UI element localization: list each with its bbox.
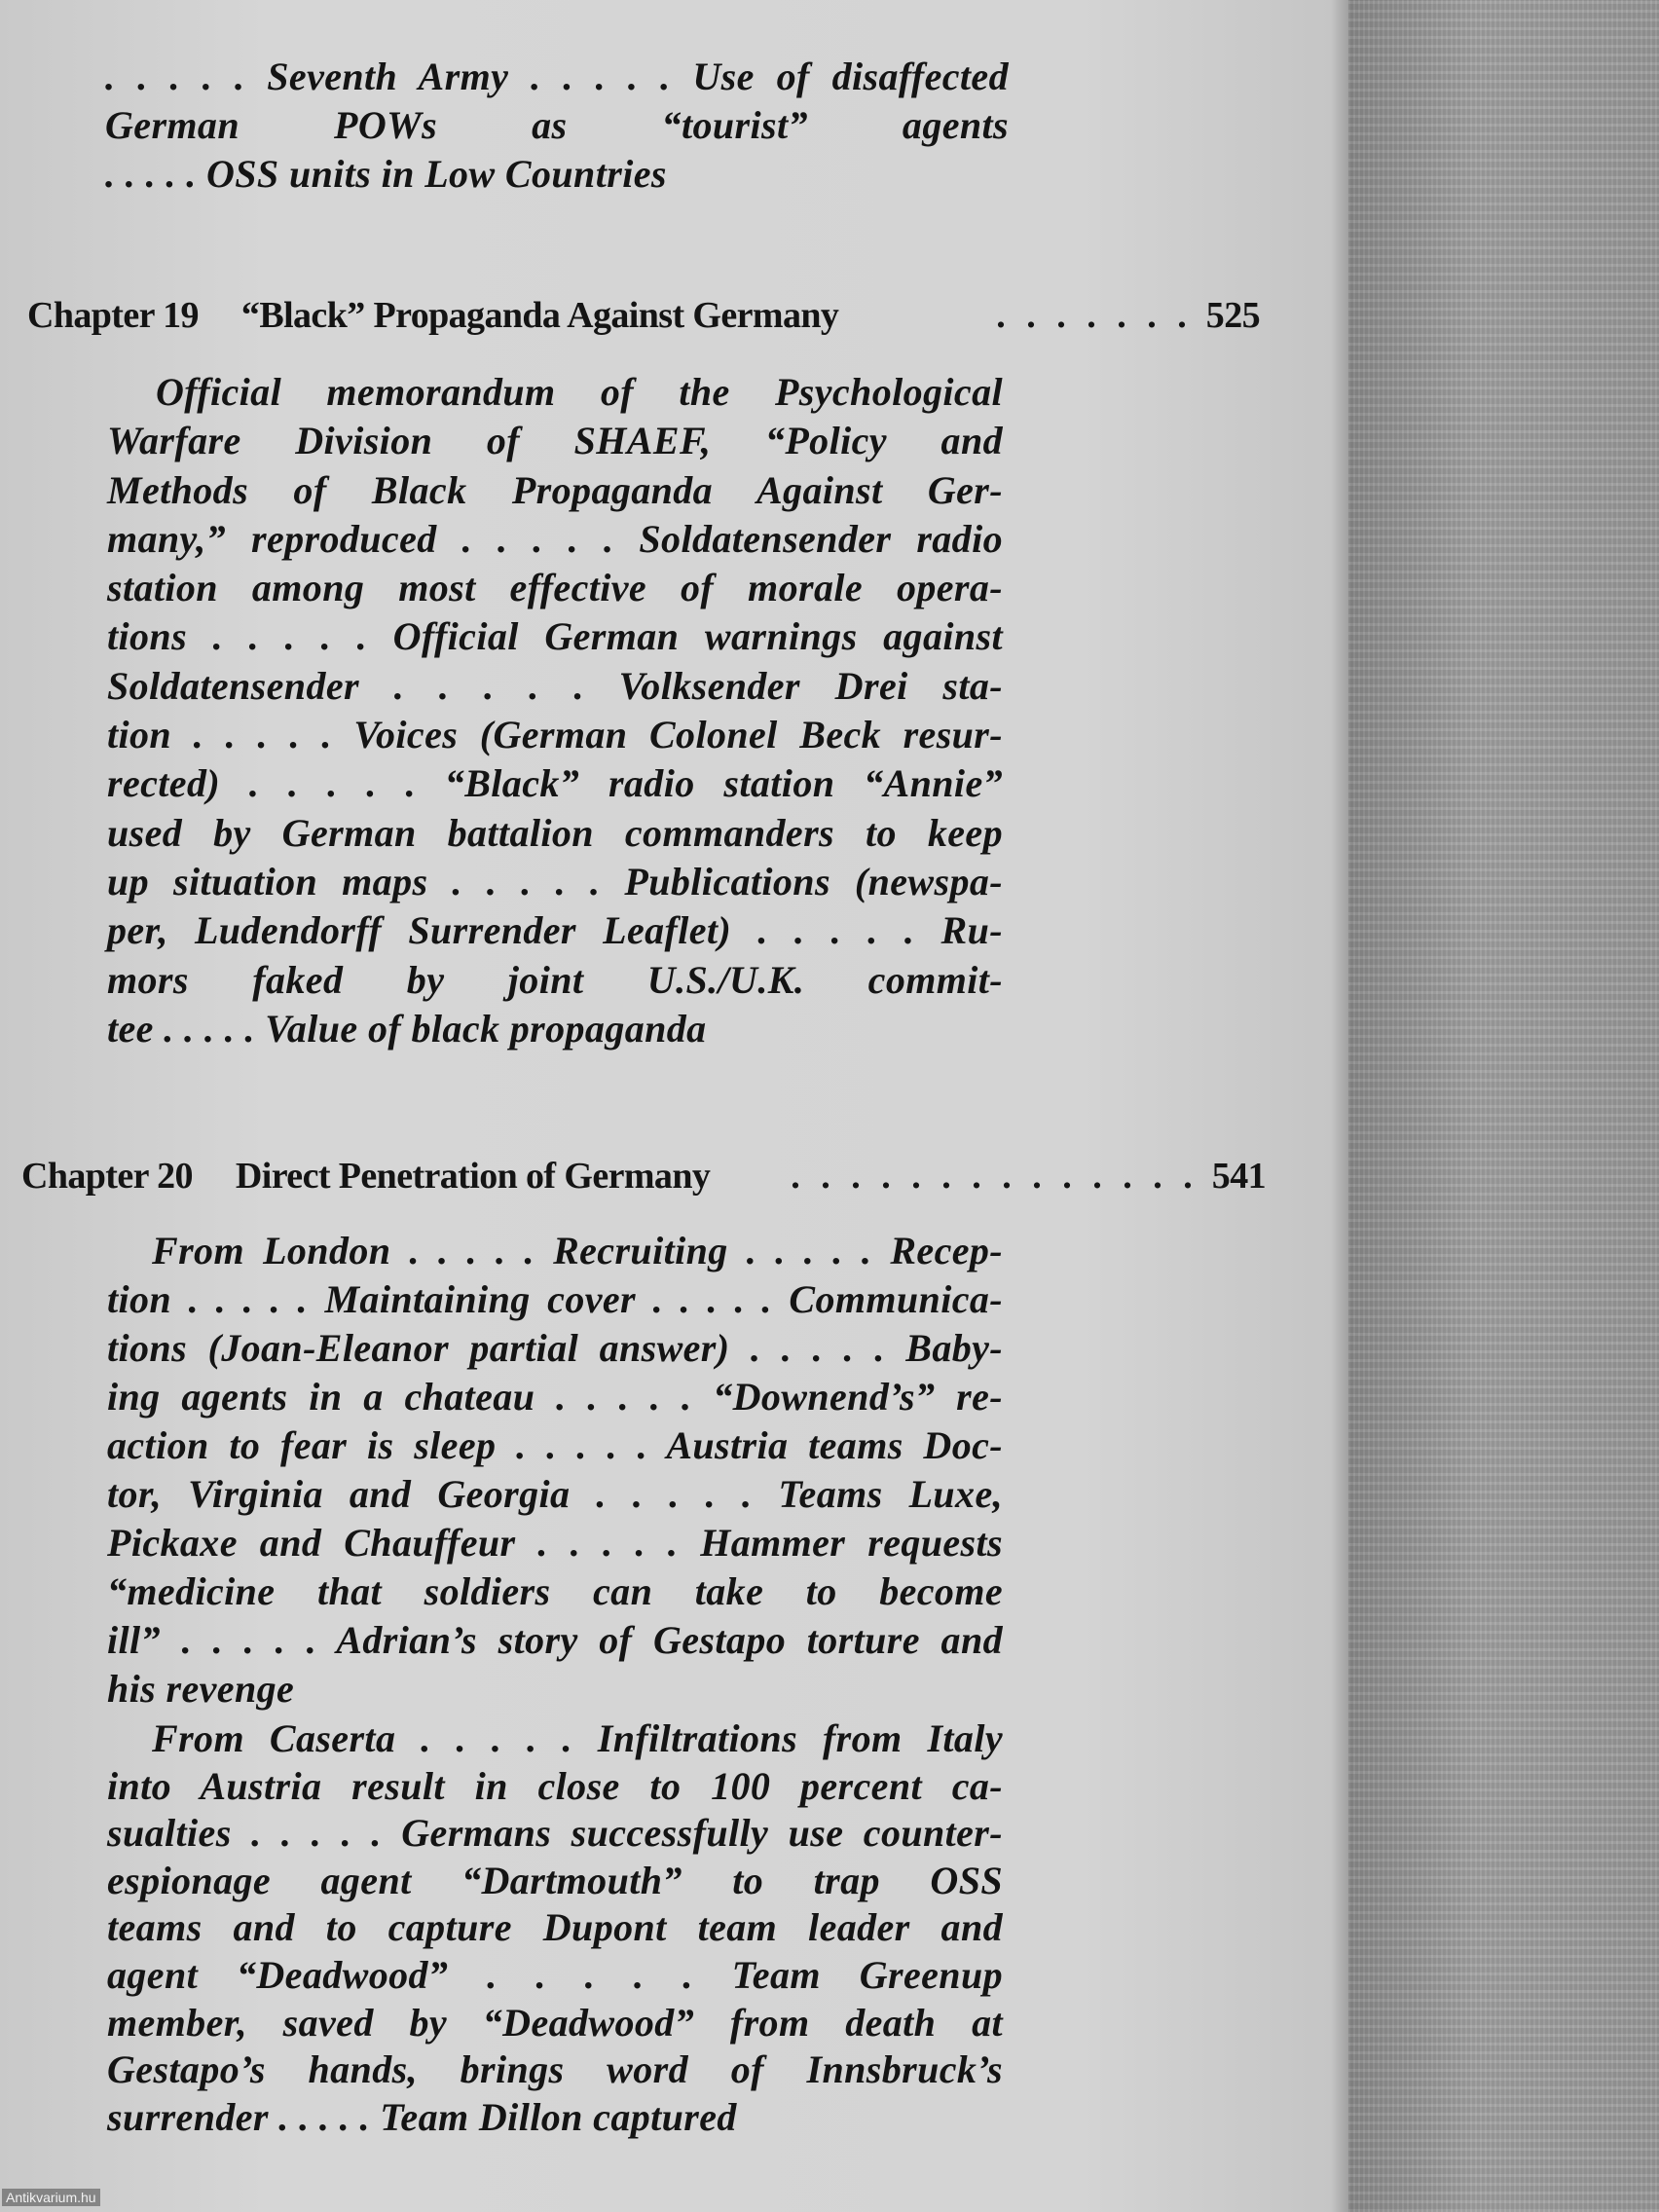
text-line: tion . . . . . Voices (German Colonel Beck resur- bbox=[107, 713, 1003, 757]
text-line: Official memorandum of the Psychological bbox=[156, 370, 1003, 414]
background-surface bbox=[1348, 0, 1659, 2212]
dot-leader: . . . . . . . . . . . . . . bbox=[791, 1156, 1198, 1197]
text-line: his revenge bbox=[107, 1667, 295, 1711]
text-line: action to fear is sleep . . . . . Austria teams Doc- bbox=[107, 1423, 1003, 1467]
chapter-heading-19 bbox=[27, 294, 1260, 337]
text-line: used by German battalion commanders to keep bbox=[107, 810, 1003, 855]
text-line: tor, Virginia and Georgia . . . . . Teams Luxe, bbox=[107, 1472, 1003, 1516]
watermark-label: Antikvarium.hu bbox=[2, 2189, 100, 2206]
chapter-heading-20 bbox=[21, 1155, 1266, 1198]
text-line: station among most effective of morale opera- bbox=[107, 566, 1003, 610]
text-line: up situation maps . . . . . Publications (newspa- bbox=[107, 859, 1003, 903]
text-line: tion . . . . . Maintaining cover . . . . . Communica- bbox=[107, 1277, 1003, 1321]
text-line: . . . . . Seventh Army . . . . . Use of disaffected bbox=[105, 55, 1009, 98]
chapter-summary-paragraph bbox=[107, 368, 1003, 1053]
text-line: From Caserta . . . . . Infiltrations from Italy bbox=[152, 1716, 1003, 1760]
text-line: member, saved by “Deadwood” from death at bbox=[107, 2000, 1003, 2045]
text-line: ill” . . . . . Adrian’s story of Gestapo torture and bbox=[107, 1618, 1003, 1662]
chapter-summary-paragraph bbox=[107, 1715, 1003, 2141]
text-line: ing agents in a chateau . . . . . “Downend’s” re- bbox=[107, 1375, 1003, 1419]
text-line: per, Ludendorff Surrender Leaflet) . . . . . Ru- bbox=[107, 908, 1003, 953]
text-line: tions (Joan-Eleanor partial answer) . . . . . Baby- bbox=[107, 1326, 1003, 1370]
intro-paragraph bbox=[105, 53, 1009, 200]
text-line: From London . . . . . Recruiting . . . . . Recep- bbox=[152, 1229, 1003, 1272]
chapter-number: Chapter 19 bbox=[27, 295, 199, 336]
text-line: rected) . . . . . “Black” radio station “Annie” bbox=[107, 761, 1003, 806]
text-line: tions . . . . . Official German warnings against bbox=[107, 614, 1003, 659]
chapter-page-number: 525 bbox=[1205, 295, 1260, 336]
text-line: Gestapo’s hands, brings word of Innsbruck’s bbox=[107, 2047, 1003, 2092]
text-line: espionage agent “Dartmouth” to trap OSS bbox=[107, 1858, 1003, 1902]
text-line: “medicine that soldiers can take to become bbox=[107, 1569, 1003, 1613]
text-line: Soldatensender . . . . . Volksender Drei sta- bbox=[107, 663, 1003, 708]
text-line: tee . . . . . Value of black propaganda bbox=[107, 1006, 707, 1051]
text-line: sualties . . . . . Germans successfully use counter- bbox=[107, 1811, 1003, 1856]
text-line: mors faked by joint U.S./U.K. commit- bbox=[107, 957, 1003, 1002]
chapter-number: Chapter 20 bbox=[21, 1156, 193, 1197]
text-line: surrender . . . . . Team Dillon captured bbox=[107, 2094, 737, 2139]
chapter-page-number: 541 bbox=[1211, 1156, 1266, 1197]
dot-leader: . . . . . . . bbox=[996, 295, 1193, 336]
text-line: teams and to capture Dupont team leader and bbox=[107, 1905, 1003, 1950]
text-line: into Austria result in close to 100 percent ca- bbox=[107, 1763, 1003, 1808]
text-line: many,” reproduced . . . . . Soldatensender radio bbox=[107, 516, 1003, 561]
chapter-title: “Black” Propaganda Against Germany bbox=[240, 295, 839, 336]
text-line: Warfare Division of SHAEF, “Policy and bbox=[107, 419, 1003, 463]
chapter-summary-paragraph bbox=[107, 1227, 1003, 1714]
chapter-title: Direct Penetration of Germany bbox=[235, 1156, 711, 1197]
text-line: agent “Deadwood” . . . . . Team Greenup bbox=[107, 1952, 1003, 1997]
text-line: . . . . . OSS units in Low Countries bbox=[105, 152, 667, 197]
text-line: Pickaxe and Chauffeur . . . . . Hammer requests bbox=[107, 1521, 1003, 1565]
text-line: German POWs as “tourist” agents bbox=[105, 103, 1009, 148]
text-line: Methods of Black Propaganda Against Ger- bbox=[107, 467, 1003, 512]
